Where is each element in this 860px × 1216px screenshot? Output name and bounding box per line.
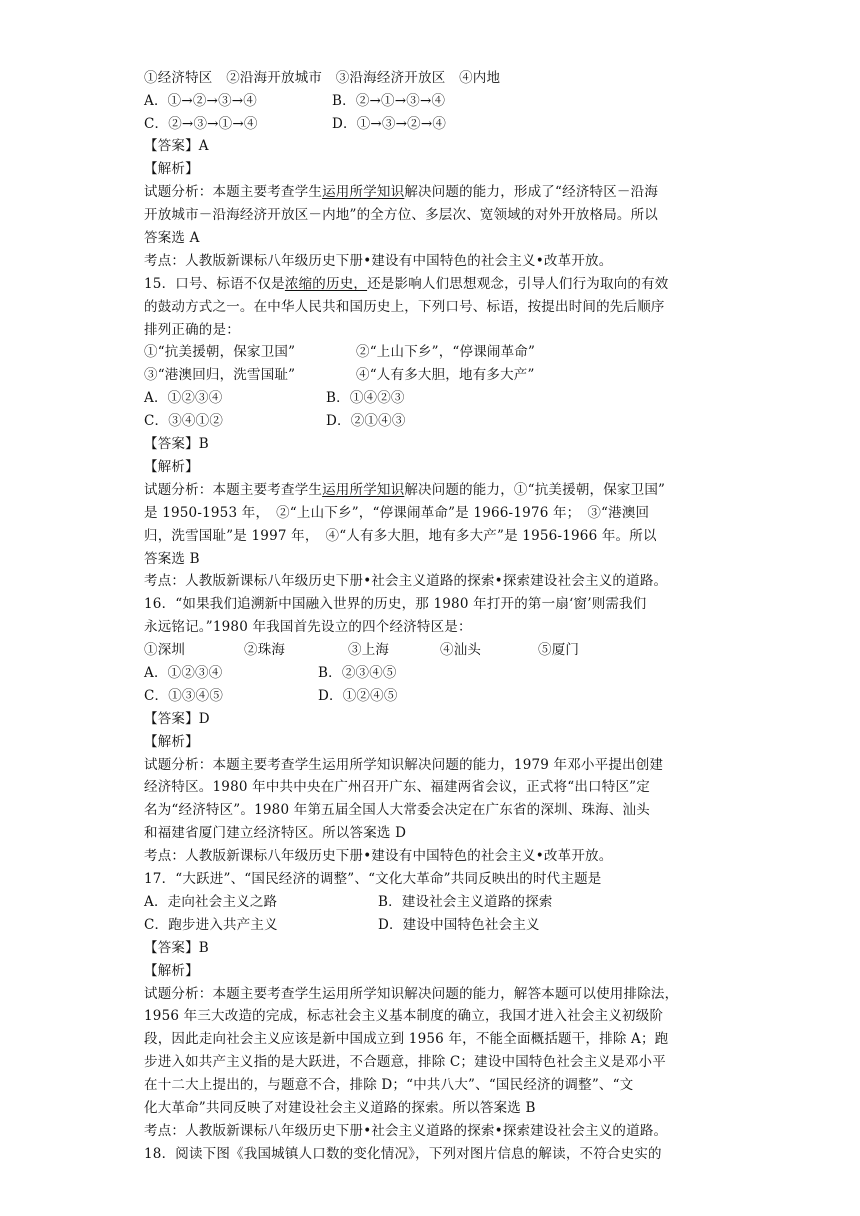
q17-analysis-line-3: 段，因此走向社会主义应该是新中国成立到 1956 年，不能全面概括题干，排除 A；跑: [144, 1031, 669, 1047]
q15-analysis-text: 解决问题的能力，①“抗美援朝，保家卫国”: [404, 482, 666, 498]
q17-analysis-line-5: 在十二大上提出的，与题意不合，排除 D；“中共八大”、“国民经济的调整”、“文: [144, 1077, 634, 1093]
q14-analysis-label: 【解析】: [144, 161, 199, 177]
q17-analysis-line-2: 1956 年三大改造的完成，标志社会主义基本制度的确立，我国才进入社会主义初级阶: [144, 1008, 664, 1024]
q16-option-c: C．①③④⑤: [144, 688, 224, 704]
q14-analysis-text: 试题分析：本题主要考查学生: [144, 184, 323, 200]
q16-analysis-line-2: 经济特区。1980 年中共中央在广州召开广东、福建两省会议，正式将“出口特区”定: [144, 779, 650, 795]
q14-analysis-line-3: 答案选 A: [144, 230, 200, 246]
q16-option-a: A．①②③④: [144, 665, 223, 681]
q17-analysis-line-4: 步进入如共产主义指的是大跃进，不合题意，排除 C；建设中国特色社会主义是邓小平: [144, 1054, 666, 1070]
q14-option-b: B．②→①→③→④: [332, 93, 446, 109]
q15-stem-underlined: 浓缩的历史，: [284, 276, 368, 292]
q16-answer: 【答案】D: [144, 711, 210, 727]
q15-item-3: ③“港澳回归，洗雪国耻”: [144, 367, 296, 383]
q15-items-row-1: [144, 342, 536, 364]
q15-stem-line-3: 排列正确的是：: [144, 322, 240, 338]
q16-options-row-2: [144, 686, 398, 708]
q15-analysis-line-2: 是 1950-1953 年， ②“上山下乡”，“停课闹革命”是 1966-1976 年； ③“港澳回: [144, 505, 650, 521]
q15-stem-text: 还是影响人们思想观念，引导人们行为取向的有效: [367, 276, 669, 292]
q16-analysis-line-3: 名为“经济特区”。1980 年第五届全国人大常委会决定在广东省的深圳、珠海、汕头: [144, 802, 650, 818]
q14-analysis-underlined: 运用所学知识: [322, 184, 405, 200]
q15-option-a: A．①②③④: [144, 390, 223, 406]
q16-item-5: ⑤厦门: [538, 642, 580, 658]
q15-options-row-1: [144, 388, 405, 410]
q16-stem-line-2: 永远铭记。”1980 年我国首先设立的四个经济特区是：: [144, 619, 472, 635]
q16-item-2: ②珠海: [244, 642, 286, 658]
q14-analysis-line-1: [144, 182, 658, 204]
q17-answer: 【答案】B: [144, 940, 209, 956]
q14-option-c: C．②→③→①→④: [144, 116, 258, 132]
q16-item-1: ①深圳: [144, 642, 186, 658]
q15-option-c: C．③④①②: [144, 413, 224, 429]
q17-analysis-label: 【解析】: [144, 963, 199, 979]
q15-options-row-2: [144, 411, 406, 433]
q16-item-4: ④汕头: [440, 642, 482, 658]
q16-items-row: [144, 640, 580, 662]
q16-stem-line-1: 16．“如果我们追溯新中国融入世界的历史，那 1980 年打开的第一扇‘窗’则需我们: [144, 596, 647, 612]
q17-option-d: D．建设中国特色社会主义: [378, 917, 540, 933]
q15-option-d: D．②①④③: [326, 413, 406, 429]
q17-analysis-line-1: 试题分析：本题主要考查学生运用所学知识解决问题的能力，解答本题可以使用排除法，: [144, 986, 679, 1002]
q14-analysis-line-2: 开放城市－沿海经济开放区－内地”的全方位、多层次、宽领域的对外开放格局。所以: [144, 207, 659, 223]
q16-option-b: B．②③④⑤: [318, 665, 397, 681]
q15-stem-line-2: 的鼓动方式之一。在中华人民共和国历史上，下列口号、标语，按提出时间的先后顺序: [144, 299, 665, 315]
q15-analysis-line-1: [144, 480, 665, 502]
q15-option-b: B．①④②③: [326, 390, 405, 406]
q17-options-row-2: [144, 915, 540, 937]
q15-item-4: ④“人有多大胆，地有多大产”: [356, 367, 535, 383]
q17-option-a: A．走向社会主义之路: [144, 894, 278, 910]
q14-answer: 【答案】A: [144, 138, 209, 154]
q15-item-2: ②“上山下乡”，“停课闹革命”: [356, 344, 536, 360]
q15-item-1: ①“抗美援朝，保家卫国”: [144, 344, 296, 360]
q16-analysis-line-1: 试题分析：本题主要考查学生运用所学知识解决问题的能力，1979 年邓小平提出创建: [144, 757, 664, 773]
q16-item-3: ③上海: [348, 642, 390, 658]
q15-items-row-2: [144, 365, 535, 387]
q15-analysis-label: 【解析】: [144, 459, 199, 475]
q14-options-row-2: [144, 114, 447, 136]
q15-analysis-underlined: 运用所学知识: [322, 482, 405, 498]
q14-option-a: A．①→②→③→④: [144, 93, 257, 109]
q16-analysis-line-4: 和福建省厦门建立经济特区。所以答案选 D: [144, 825, 407, 841]
q14-option-d: D．①→③→②→④: [332, 116, 447, 132]
q17-option-c: C．跑步进入共产主义: [144, 917, 278, 933]
q16-option-d: D．①②④⑤: [318, 688, 398, 704]
q18-stem-line-1: 18．阅读下图《我国城镇人口数的变化情况》，下列对图片信息的解读，不符合史实的: [144, 1146, 662, 1162]
q15-answer: 【答案】B: [144, 436, 209, 452]
q17-option-b: B．建设社会主义道路的探索: [378, 894, 553, 910]
q16-options-row-1: [144, 663, 397, 685]
q16-analysis-label: 【解析】: [144, 734, 199, 750]
q16-kaodian: 考点：人教版新课标八年级历史下册•建设有中国特色的社会主义•改革开放。: [144, 848, 613, 864]
q15-analysis-line-4: 答案选 B: [144, 551, 200, 567]
q14-options-row-1: [144, 91, 446, 113]
q15-kaodian: 考点：人教版新课标八年级历史下册•社会主义道路的探索•探索建设社会主义的道路。: [144, 573, 668, 589]
q15-stem-text: 15．口号、标语不仅是: [144, 276, 285, 292]
q15-analysis-line-3: 归，洗雪国耻”是 1997 年， ④“人有多大胆，地有多大产”是 1956-1966 年。所以: [144, 528, 657, 544]
q17-kaodian: 考点：人教版新课标八年级历史下册•社会主义道路的探索•探索建设社会主义的道路。: [144, 1123, 668, 1139]
q14-analysis-text: 解决问题的能力，形成了“经济特区－沿海: [404, 184, 659, 200]
q17-options-row-1: [144, 892, 553, 914]
q14-items: ①经济特区 ②沿海开放城市 ③沿海经济开放区 ④内地: [144, 70, 501, 86]
q15-analysis-text: 试题分析：本题主要考查学生: [144, 482, 323, 498]
q17-stem-line-1: 17．“大跃进”、“国民经济的调整”、“文化大革命”共同反映出的时代主题是: [144, 871, 602, 887]
q17-analysis-line-6: 化大革命”共同反映了对建设社会主义道路的探索。所以答案选 B: [144, 1100, 536, 1116]
q14-kaodian: 考点：人教版新课标八年级历史下册•建设有中国特色的社会主义•改革开放。: [144, 253, 613, 269]
q15-stem-line-1: [144, 274, 669, 296]
